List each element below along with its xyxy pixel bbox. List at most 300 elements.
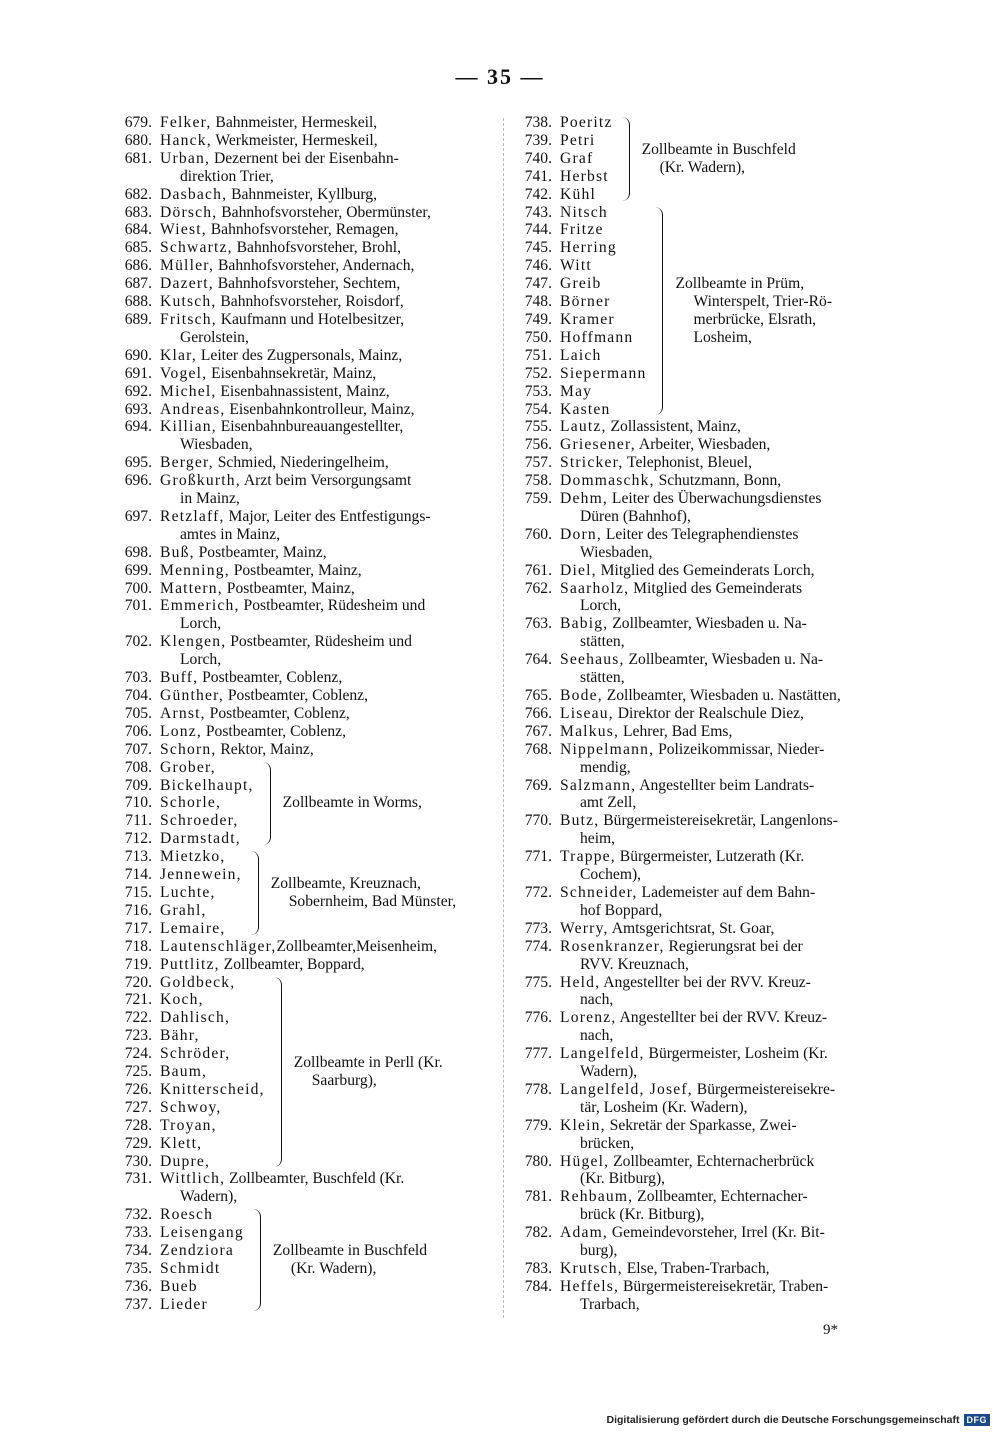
list-item xyxy=(508,329,646,347)
group-names xyxy=(108,759,254,849)
entry-name: Herring xyxy=(560,239,617,257)
entry-number: 724. xyxy=(124,1045,152,1063)
entry-number: 697. xyxy=(124,507,152,525)
entry-name: Michel, xyxy=(160,382,217,400)
entry-description: Arbeiter, Wiesbaden, xyxy=(635,436,771,454)
brace-bracket xyxy=(244,851,259,935)
entry-text xyxy=(160,150,498,186)
entry-description: Telephonist, Bleuel, xyxy=(623,454,752,472)
entry-name: Berger, xyxy=(160,454,214,472)
entry-description: Gemeindevorsteher, Irrel (Kr. Bit- xyxy=(608,1224,825,1242)
entry-description: Leiter des Zugpersonals, Mainz, xyxy=(196,346,403,364)
entry-number: 734. xyxy=(124,1242,152,1260)
entry-text xyxy=(560,920,900,938)
group-label-line: Sobernheim, Bad Münster, xyxy=(288,892,457,910)
entry-name: Hügel, xyxy=(560,1152,610,1170)
entry-name: Dupre, xyxy=(160,1152,211,1170)
entry-continuation: in Mainz, xyxy=(180,490,240,508)
list-item xyxy=(508,150,613,168)
entry-text xyxy=(160,1170,498,1206)
entry-description: Postbeamter, Mainz, xyxy=(222,579,355,597)
brace-bracket xyxy=(615,117,630,201)
entry-continuation: Düren (Bahnhof), xyxy=(580,507,691,525)
entry-number: 749. xyxy=(524,310,552,328)
entry-continuation: Wadern), xyxy=(580,1063,638,1081)
entry-name: Lieder xyxy=(160,1295,208,1313)
signature-mark: 9* xyxy=(823,1322,838,1338)
entry-name: Retzlaff, xyxy=(160,507,225,525)
entry-text xyxy=(160,204,498,222)
list-item xyxy=(508,974,900,1010)
list-item xyxy=(108,239,498,257)
entry-name: Baum, xyxy=(160,1063,208,1081)
entry-continuation: nach, xyxy=(580,1027,614,1045)
entry-number: 771. xyxy=(524,848,552,866)
entry-text xyxy=(160,741,498,759)
entry-description: Zollassistent, Mainz, xyxy=(606,418,741,436)
entry-number: 680. xyxy=(124,131,152,149)
entry-number: 720. xyxy=(124,973,152,991)
entry-description: Sekretär der Sparkasse, Zwei- xyxy=(605,1116,797,1134)
entry-number: 781. xyxy=(524,1188,552,1206)
entry-name: Schroeder, xyxy=(160,812,239,830)
list-item xyxy=(508,741,900,777)
entry-description: Bahnhofsvorsteher, Roisdorf, xyxy=(216,293,404,311)
group-buschfeld-right xyxy=(508,114,900,204)
group-label-line: Winterspelt, Trier-Rö- xyxy=(693,293,833,311)
list-item xyxy=(508,347,646,365)
entry-text xyxy=(560,562,900,580)
entry-name: Vogel, xyxy=(160,364,208,382)
column-divider xyxy=(503,118,504,1318)
group-worms xyxy=(108,759,498,849)
entry-number: 729. xyxy=(124,1134,152,1152)
entry-number: 731. xyxy=(124,1170,152,1188)
entry-number: 735. xyxy=(124,1260,152,1277)
entry-text xyxy=(560,974,900,1010)
group-label-line: Zollbeamte in Buschfeld xyxy=(641,140,796,158)
list-item xyxy=(108,812,254,830)
entry-name: Knitterscheid, xyxy=(160,1080,265,1098)
entry-name: Jennewein, xyxy=(160,866,242,884)
entry-name: Lautenschläger, xyxy=(160,937,277,955)
entry-number: 762. xyxy=(524,579,552,597)
list-item xyxy=(508,1117,900,1153)
list-item xyxy=(508,168,613,186)
list-item xyxy=(508,526,900,562)
group-label xyxy=(267,1242,498,1278)
entry-number: 742. xyxy=(524,185,552,203)
entry-description: Bürgermeistereisekretär, Traben- xyxy=(619,1277,829,1295)
entry-name: Urban, xyxy=(160,149,211,167)
entry-number: 700. xyxy=(124,579,152,597)
entry-number: 706. xyxy=(124,722,152,740)
entry-number: 758. xyxy=(524,472,552,490)
list-item xyxy=(108,1278,244,1296)
entry-description: Arzt beim Versorgungsamt xyxy=(240,472,412,490)
list-item xyxy=(508,365,646,383)
entry-name: Klein, xyxy=(560,1116,606,1134)
entry-number: 736. xyxy=(124,1277,152,1295)
entry-name: Held, xyxy=(560,973,601,991)
entry-name: Butz, xyxy=(560,812,600,830)
entry-number: 692. xyxy=(124,382,152,400)
entry-description: Dezernent bei der Eisenbahn- xyxy=(210,149,399,167)
list-item xyxy=(108,1170,498,1206)
list-item xyxy=(508,705,900,723)
entry-number: 761. xyxy=(524,561,552,579)
entry-number: 774. xyxy=(524,937,552,955)
entry-description: Zollbeamter, Wiesbaden u. Nastätten, xyxy=(602,687,841,704)
entry-number: 765. xyxy=(524,687,552,704)
list-item xyxy=(508,257,646,275)
entry-description: Amtsgerichtsrat, St. Goar, xyxy=(608,919,775,937)
entry-description: Eisenbahnkontrolleur, Mainz, xyxy=(225,400,415,418)
entry-text xyxy=(560,526,900,562)
entry-name: Bickelhaupt, xyxy=(160,776,254,794)
brace-bracket xyxy=(246,1209,261,1310)
entry-continuation: brück (Kr. Bitburg), xyxy=(580,1206,705,1224)
entry-number: 728. xyxy=(124,1116,152,1134)
left-column xyxy=(108,114,498,1314)
list-item xyxy=(508,454,900,472)
list-item xyxy=(508,687,900,705)
left-list-a xyxy=(108,114,498,759)
entry-name: Kasten xyxy=(560,400,611,418)
entry-number: 743. xyxy=(524,203,552,221)
list-item xyxy=(508,920,900,938)
entry-name: Seehaus, xyxy=(560,651,625,669)
group-label-line: Saarburg), xyxy=(311,1071,377,1089)
entry-name: Leisengang xyxy=(160,1224,244,1242)
list-item xyxy=(108,1045,265,1063)
list-item xyxy=(508,562,900,580)
entry-number: 782. xyxy=(524,1224,552,1242)
entry-name: Lemaire, xyxy=(160,919,226,937)
entry-number: 723. xyxy=(124,1027,152,1045)
entry-number: 738. xyxy=(524,114,552,131)
entry-number: 722. xyxy=(124,1009,152,1027)
right-column xyxy=(508,114,900,1314)
entry-name: Andreas, xyxy=(160,400,226,418)
entry-name: Koch, xyxy=(160,991,204,1009)
entry-description: Bahnhofsvorsteher, Remagen, xyxy=(206,221,399,239)
entry-name: Bähr, xyxy=(160,1027,200,1045)
list-item xyxy=(108,794,254,812)
entry-number: 710. xyxy=(124,794,152,812)
entry-name: Mietzko, xyxy=(160,848,226,866)
list-item xyxy=(108,848,242,866)
entry-number: 751. xyxy=(524,346,552,364)
entry-text xyxy=(160,239,498,257)
entry-name: Dazert, xyxy=(160,275,214,293)
entry-name: Dommaschk, xyxy=(560,472,655,490)
entry-number: 701. xyxy=(124,597,152,615)
entry-description: Eisenbahnassistent, Mainz, xyxy=(216,382,390,400)
list-item xyxy=(108,597,498,633)
list-item xyxy=(108,974,265,992)
entry-text xyxy=(560,651,900,687)
entry-text xyxy=(560,436,900,454)
list-item xyxy=(108,1081,265,1099)
entry-name: Darmstadt, xyxy=(160,830,241,848)
entry-text xyxy=(560,812,900,848)
list-item xyxy=(108,938,498,956)
entry-number: 709. xyxy=(124,776,152,794)
entry-name: Langelfeld, Josef, xyxy=(560,1080,693,1098)
entry-name: Lorenz, xyxy=(560,1009,617,1027)
entry-text xyxy=(560,1188,900,1224)
entry-number: 702. xyxy=(124,633,152,651)
entry-name: Bode, xyxy=(560,687,603,704)
entry-number: 725. xyxy=(124,1063,152,1081)
list-item xyxy=(108,472,498,508)
entry-name: Kühl xyxy=(560,185,596,203)
list-item xyxy=(508,884,900,920)
list-item xyxy=(508,1009,900,1045)
entry-continuation: nach, xyxy=(580,991,614,1009)
entry-number: 779. xyxy=(524,1116,552,1134)
list-item xyxy=(508,275,646,293)
bracket-group xyxy=(508,114,900,204)
entry-text xyxy=(160,293,498,311)
list-item xyxy=(108,777,254,795)
entry-number: 746. xyxy=(524,257,552,275)
list-item xyxy=(108,114,498,132)
entry-number: 759. xyxy=(524,490,552,508)
entry-number: 726. xyxy=(124,1080,152,1098)
entry-description: Postbeamter, Rüdesheim und xyxy=(226,633,412,651)
entry-number: 686. xyxy=(124,257,152,275)
entry-text xyxy=(160,687,498,705)
entry-number: 753. xyxy=(524,382,552,400)
entry-number: 708. xyxy=(124,758,152,776)
entry-name: Langelfeld, xyxy=(560,1045,645,1063)
entry-name: Kramer xyxy=(560,310,615,328)
bracket-group xyxy=(508,204,900,419)
list-item xyxy=(108,956,498,974)
entry-description: Mitglied des Gemeinderats xyxy=(629,579,803,597)
group-label-line: Zollbeamte, Kreuznach, xyxy=(270,875,421,893)
list-item xyxy=(108,1296,244,1314)
group-label xyxy=(669,275,900,347)
entry-description: Zollbeamter, Boppard, xyxy=(219,955,365,973)
list-item xyxy=(508,651,900,687)
entry-number: 741. xyxy=(524,167,552,185)
entry-name: Nitsch xyxy=(560,203,608,221)
entry-description: Postbeamter, Coblenz, xyxy=(201,722,346,740)
entry-name: Menning, xyxy=(160,561,230,579)
list-item xyxy=(508,615,900,651)
list-item xyxy=(508,777,900,813)
entry-number: 704. xyxy=(124,687,152,704)
entry-description: Angestellter bei der RVV. Kreuz- xyxy=(600,973,811,991)
entry-continuation: amt Zell, xyxy=(580,794,637,812)
entry-number: 733. xyxy=(124,1224,152,1242)
entry-name: Dasbach, xyxy=(160,185,228,203)
entry-description: Bahnhofsvorsteher, Brohl, xyxy=(232,239,401,257)
list-item xyxy=(108,221,498,239)
list-item xyxy=(508,239,646,257)
entry-number: 745. xyxy=(524,239,552,257)
entry-continuation: Gerolstein, xyxy=(180,328,249,346)
entry-continuation: mendig, xyxy=(580,758,631,776)
entry-number: 752. xyxy=(524,364,552,382)
entry-number: 783. xyxy=(524,1260,552,1277)
bracket-group xyxy=(108,974,498,1171)
entry-description: Kaufmann und Hotelbesitzer, xyxy=(216,310,405,328)
entry-text xyxy=(560,1224,900,1260)
entry-text xyxy=(160,956,498,974)
entry-number: 770. xyxy=(524,812,552,830)
entry-continuation: Lorch, xyxy=(580,597,622,615)
entry-description: Mitglied des Gemeinderats Lorch, xyxy=(596,561,815,579)
entry-name: Lautz, xyxy=(560,418,607,436)
list-item xyxy=(108,150,498,186)
entry-number: 687. xyxy=(124,275,152,293)
entry-number: 707. xyxy=(124,740,152,758)
bracket-group xyxy=(108,759,498,849)
entry-text xyxy=(160,186,498,204)
entry-name: Bueb xyxy=(160,1277,198,1295)
entry-number: 690. xyxy=(124,346,152,364)
list-item xyxy=(108,186,498,204)
list-item xyxy=(108,365,498,383)
group-label xyxy=(265,875,498,911)
entry-description: Werkmeister, Hermeskeil, xyxy=(211,131,378,149)
entry-text xyxy=(160,257,498,275)
entry-number: 777. xyxy=(524,1045,552,1063)
entry-continuation: Trarbach, xyxy=(580,1295,640,1313)
list-item xyxy=(108,1135,265,1153)
entry-text xyxy=(560,615,900,651)
list-item xyxy=(108,920,242,938)
list-item xyxy=(508,383,646,401)
list-item xyxy=(108,204,498,222)
list-item xyxy=(108,884,242,902)
list-item xyxy=(508,311,646,329)
entry-text xyxy=(560,1009,900,1045)
entry-name: Schneider, xyxy=(560,883,638,901)
entry-description: Bürgermeistereisekre- xyxy=(692,1080,836,1098)
list-item xyxy=(108,580,498,598)
entry-continuation: stätten, xyxy=(580,669,625,687)
entry-number: 718. xyxy=(124,937,152,955)
entry-text xyxy=(560,741,900,777)
bracket-group xyxy=(108,848,498,938)
entry-name: Großkurth, xyxy=(160,472,241,490)
entry-description: Rektor, Mainz, xyxy=(216,740,314,758)
list-item xyxy=(108,759,254,777)
list-item xyxy=(508,436,900,454)
group-label-line: Zollbeamte in Prüm, xyxy=(675,275,805,293)
entry-name: Heffels, xyxy=(560,1277,620,1295)
entry-number: 696. xyxy=(124,472,152,490)
entry-continuation: hof Boppard, xyxy=(580,901,663,919)
entry-description: Postbeamter, Coblenz, xyxy=(198,669,343,687)
group-perll xyxy=(108,974,498,1171)
entry-text xyxy=(560,1117,900,1153)
list-item xyxy=(108,311,498,347)
list-item xyxy=(108,544,498,562)
list-item xyxy=(108,1099,265,1117)
entry-continuation: amtes in Mainz, xyxy=(180,525,281,543)
entry-name: Lonz, xyxy=(160,722,202,740)
entry-name: Mattern, xyxy=(160,579,223,597)
entry-continuation: Cochem), xyxy=(580,866,642,884)
entry-description: Lehrer, Bad Ems, xyxy=(619,722,733,740)
entry-name: Laich xyxy=(560,346,602,364)
entry-name: Goldbeck, xyxy=(160,973,236,991)
entry-number: 712. xyxy=(124,830,152,848)
entry-name: Diel, xyxy=(560,561,597,579)
list-item xyxy=(508,1153,900,1189)
entry-name: Krutsch, xyxy=(560,1260,623,1277)
entry-text xyxy=(160,311,498,347)
entry-name: Rehbaum, xyxy=(560,1188,634,1206)
entry-name: Schröder, xyxy=(160,1045,231,1063)
entry-number: 772. xyxy=(524,883,552,901)
entry-number: 703. xyxy=(124,669,152,687)
entry-name: Babig, xyxy=(560,615,609,633)
group-label-line: (Kr. Wadern), xyxy=(659,158,746,176)
entry-number: 721. xyxy=(124,991,152,1009)
entry-description: Schmied, Niederingelheim, xyxy=(213,454,389,472)
entry-name: Günther, xyxy=(160,687,224,704)
entry-number: 769. xyxy=(524,776,552,794)
entry-name: Klengen, xyxy=(160,633,227,651)
entry-description: Postbeamter, Mainz, xyxy=(229,561,362,579)
entry-number: 682. xyxy=(124,185,152,203)
entry-name: Greib xyxy=(560,275,602,293)
entry-name: Salzmann, xyxy=(560,776,637,794)
group-label-line: (Kr. Wadern), xyxy=(290,1260,377,1277)
entry-description: Bürgermeister, Lutzerath (Kr. xyxy=(615,848,805,866)
entry-continuation: Lorch, xyxy=(180,615,222,633)
entry-text xyxy=(560,1153,900,1189)
entry-number: 780. xyxy=(524,1152,552,1170)
entry-name: Griesener, xyxy=(560,436,636,454)
entry-continuation: Wiesbaden, xyxy=(580,543,653,561)
list-item xyxy=(108,275,498,293)
entry-name: Petri xyxy=(560,131,596,149)
brace-bracket xyxy=(267,977,282,1168)
group-pruem xyxy=(508,204,900,419)
entry-name: Liseau, xyxy=(560,704,614,722)
entry-description: Postbeamter, Rüdesheim und xyxy=(239,597,426,615)
entry-text xyxy=(160,418,498,454)
entry-number: 699. xyxy=(124,561,152,579)
entry-text xyxy=(160,347,498,365)
entry-name: Hoffmann xyxy=(560,328,634,346)
entry-name: Wiest, xyxy=(160,221,207,239)
group-names xyxy=(508,114,613,204)
entry-name: Dorn, xyxy=(560,525,602,543)
entry-number: 755. xyxy=(524,418,552,436)
list-item xyxy=(108,293,498,311)
entry-name: Hanck, xyxy=(160,131,212,149)
entry-description: Zollbeamter, Buschfeld (Kr. xyxy=(225,1170,405,1188)
entry-name: Malkus, xyxy=(560,722,620,740)
entry-text xyxy=(560,777,900,813)
entry-description: Angestellter bei der RVV. Kreuz- xyxy=(616,1009,828,1027)
entry-number: 773. xyxy=(524,919,552,937)
entry-name: Graf xyxy=(560,149,594,167)
entry-number: 693. xyxy=(124,400,152,418)
list-item xyxy=(108,401,498,419)
list-item xyxy=(508,1278,900,1314)
entry-text xyxy=(160,633,498,669)
